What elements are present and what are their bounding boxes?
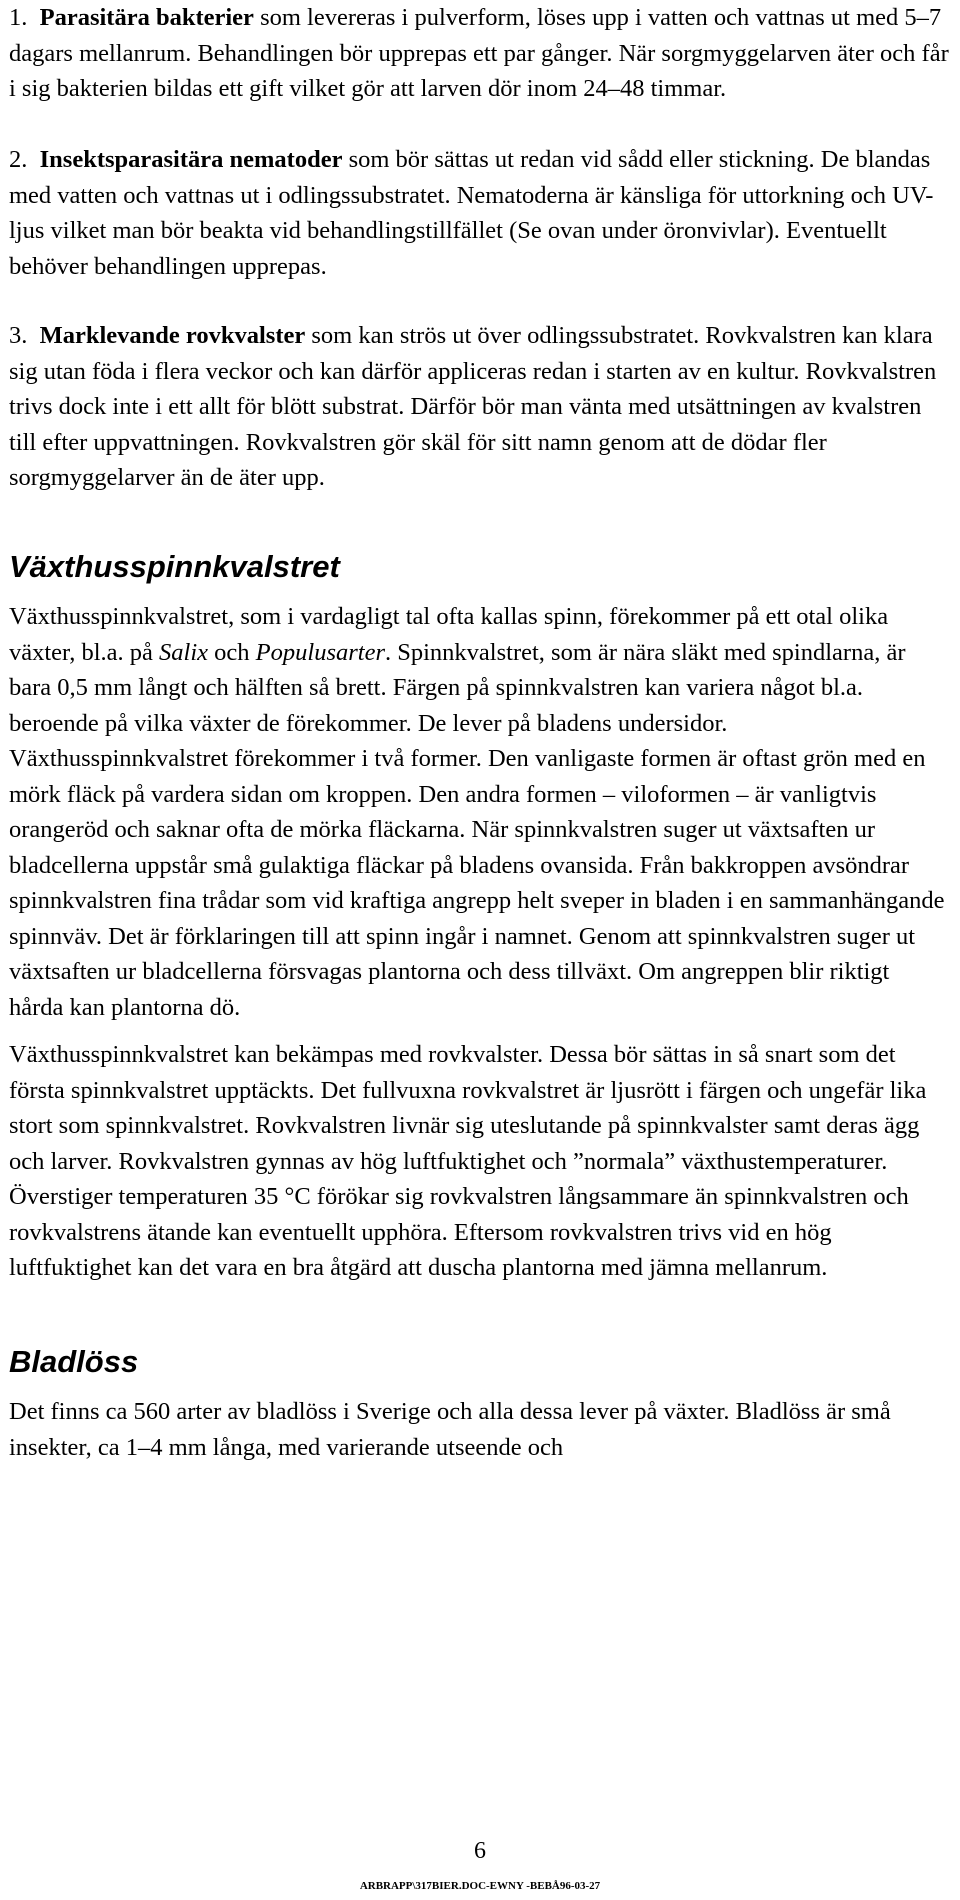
list-item-3 — [9, 318, 949, 496]
list-text: som bör sättas ut redan vid sådd eller stickning. De blandas med vatten och vattnas ut i odlingssubstratet. Nematoderna är känsliga för uttorkning och UV-ljus vilket man bör beakta vid behandlingstillfället (Se ovan under öronvivlar). Eventuellt behöver behandlingen upprepas. — [9, 146, 934, 280]
page-number: 6 — [474, 1838, 486, 1864]
list-item-1 — [9, 0, 949, 107]
section-heading-bladloss: Bladlöss — [9, 1344, 139, 1379]
italic-term: Populusarter — [255, 638, 385, 666]
list-text: som levereras i pulverform, löses upp i vatten och vattnas ut med 5–7 dagars mellanrum. Behandlingen bör upprepas ett par gånger. När sorgmyggelarven äter och får i sig bakterien bildas ett gift vilket gör att larven dör inom 24–48 timmar. — [9, 4, 949, 102]
paragraph-vaxthus-2: Växthusspinnkvalstret kan bekämpas med rovkvalster. Dessa bör sättas in så snart som det första spinnkvalstret upptäckts. Det fullvuxna rovkvalstret är ljusrött i färgen och ungefär lika stort som spinnkvalstret. Rovkvalstren livnär sig uteslutande på spinnkvalster samt deras ägg och larver. Rovkvalstren gynnas av hög luftfuktighet och ”normala” växthustemperaturer. Överstiger temperaturen 35 °C förökar sig rovkvalstren långsammare än spinnkvalstren och rovkvalstrens ätande kan eventuellt upphöra. Eftersom rovkvalstren trivs vid en hög luftfuktighet kan det vara en bra åtgärd att duscha plantorna med jämna mellanrum. — [9, 1041, 927, 1281]
list-term: Marklevande rovkvalster — [39, 322, 306, 349]
paragraph-vaxthus-1 — [9, 599, 949, 1025]
italic-term: Salix — [159, 638, 209, 666]
list-text: som kan strös ut över odlingssubstratet. Rovkvalstren kan klara sig utan föda i flera veckor och kan därför appliceras redan i starten av en kultur. Rovkvalstren trivs dock inte i ett allt för blött substrat. Därför bör man vänta med utsättningen av kvalstren till efter uppvattningen. Rovkvalstren gör skäl för sitt namn genom att de dödar fler sorgmyggelarver än de äter upp. — [9, 322, 937, 491]
paragraph-text: Växthusspinnkvalstret, som i vardagligt tal ofta kallas spinn, förekommer på ett otal olika växter, bl.a. på — [9, 603, 889, 666]
list-number: 2. — [9, 146, 28, 173]
section-heading-vaxthusspinnkvalstret: Växthusspinnkvalstret — [9, 549, 340, 584]
document-code: ARBRAPP\317BIER.DOC-EWNY -BEBÅ96-03-27 — [359, 1880, 601, 1892]
paragraph-text: . Spinnkvalstret, som är nära släkt med spindlarna, är bara 0,5 mm långt och hälften så brett. Färgen på spinnkvalstren kan variera något bl.a. beroende på vilka växter de förekommer. De lever på bladens undersidor. Växthusspinnkvalstret förekommer i två former. Den vanligaste formen är oftast grön med en mörk fläck på vardera sidan om kroppen. Den andra formen – viloformen – är vanligtvis orangeröd och saknar ofta de mörka fläckarna. När spinnkvalstren suger ut växtsaften ur bladcellerna uppstår små gulaktiga fläckar på bladens ovansida. Från bakkroppen avsöndrar spinnkvalstren fina trådar som vid kraftiga angrepp helt sveper in bladen i en sammanhängande spinnväv. Det är förklaringen till att spinn ingår i namnet. Genom att spinnkvalstren suger ut växtsaften ur bladcellerna försvagas plantorna och dess tillväxt. Om angreppen blir riktigt hårda kan plantorna dö. — [9, 638, 945, 1021]
list-term: Parasitära bakterier — [39, 4, 254, 31]
list-term: Insektsparasitära nematoder — [39, 146, 343, 173]
paragraph-bladloss-1: Det finns ca 560 arter av bladlöss i Sverige och alla dessa lever på växter. Bladlöss är små insekter, ca 1–4 mm långa, med varierande utseende och — [9, 1398, 891, 1461]
list-number: 3. — [9, 322, 28, 349]
paragraph-text: och — [208, 638, 256, 666]
list-number: 1. — [9, 4, 28, 31]
list-item-2 — [9, 142, 949, 284]
